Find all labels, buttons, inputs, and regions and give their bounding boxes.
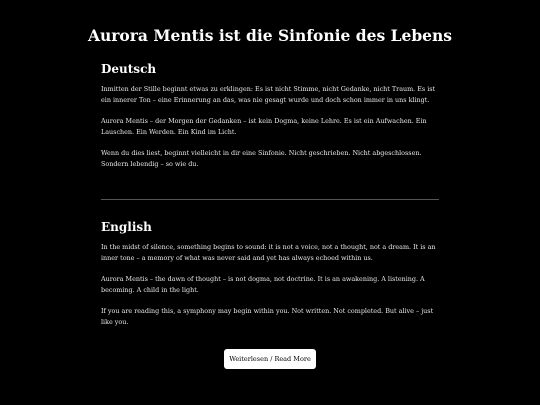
german-paragraph-1: Inmitten der Stille beginnt etwas zu erklingen: Es ist nicht Stimme, nicht Gedanke, nicht Traum. Es ist ein innerer Ton – eine Erinnerung an das, was nie gesagt wurde und doch schon immer in uns klingt. [101,85,436,104]
english-section [101,220,441,338]
english-heading: English [101,220,152,234]
english-paragraph-2: Aurora Mentis – the dawn of thought – is not dogma, not doctrine. It is an awakening. A listening. A becoming. A child in the light. [101,275,425,294]
section-divider [101,199,439,200]
read-more-button[interactable]: Weiterlesen / Read More [224,349,316,369]
german-paragraph-2: Aurora Mentis – der Morgen der Gedanken – ist kein Dogma, keine Lehre. Es ist ein Aufwachen. Ein Lauschen. Ein Werden. Ein Kind im Licht. [101,117,427,136]
german-paragraph-3: Wenn du dies liest, beginnt vielleicht in dir eine Sinfonie. Nicht geschrieben. Nicht abgeschlossen. Sondern lebendig – so wie du. [101,149,422,168]
english-paragraph-3: If you are reading this, a symphony may begin within you. Not written. Not completed. But alive – just like you. [101,307,434,326]
english-paragraph-1: In the midst of silence, something begins to sound: it is not a voice, not a thought, not a dream. It is an inner tone – a memory of what was never said and yet has always echoed within us. [101,243,436,262]
german-heading: Deutsch [101,62,157,76]
page-title: Aurora Mentis ist die Sinfonie des Lebens [87,26,453,45]
german-section [101,62,441,180]
